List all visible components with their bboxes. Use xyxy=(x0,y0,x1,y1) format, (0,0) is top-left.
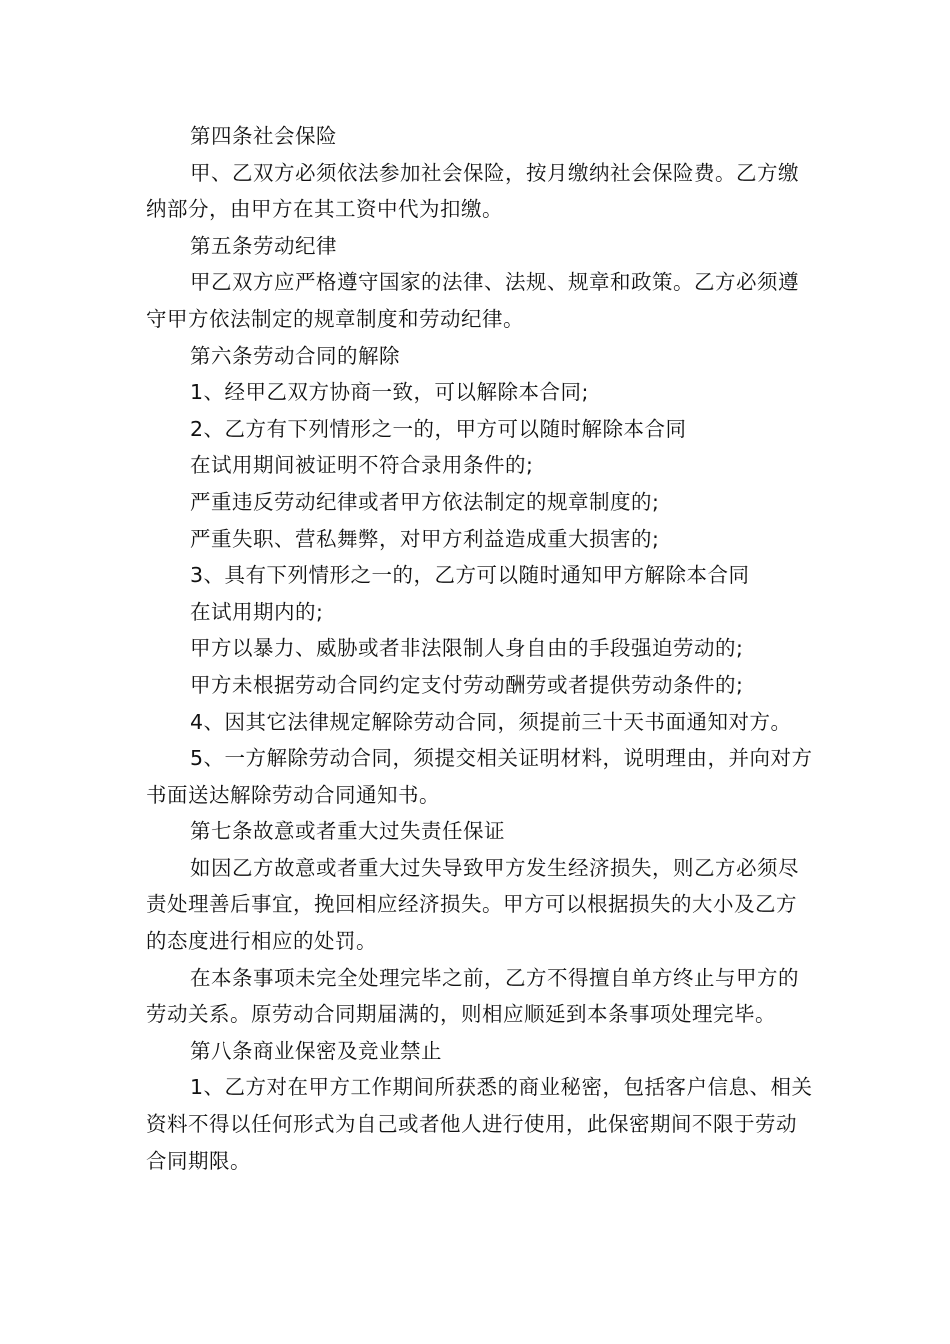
article-6-heading: 第六条劳动合同的解除 xyxy=(190,343,400,368)
article-6-item-4: 4、因其它法律规定解除劳动合同，须提前三十天书面通知对方。 xyxy=(190,709,792,734)
article-5-text: 甲乙双方应严格遵守国家的法律、法规、规章和政策。乙方必须遵守甲方依法制定的规章制度和劳动纪律。 xyxy=(146,270,799,331)
article-6-item-3-case-c: 甲方未根据劳动合同约定支付劳动酬劳或者提供劳动条件的; xyxy=(190,672,744,697)
article-6-item-3-case-a: 在试用期内的; xyxy=(190,599,324,624)
article-6-item-3-case-b: 甲方以暴力、威胁或者非法限制人身自由的手段强迫劳动的; xyxy=(190,636,744,661)
article-6-item-3: 3、具有下列情形之一的，乙方可以随时通知甲方解除本合同 xyxy=(190,563,750,588)
article-6-item-1: 1、经甲乙双方协商一致，可以解除本合同; xyxy=(190,380,589,405)
article-8-item-1: 1、乙方对在甲方工作期间所获悉的商业秘密，包括客户信息、相关资料不得以任何形式为自己或者他人进行使用，此保密期间不限于劳动合同期限。 xyxy=(146,1075,813,1173)
article-4-text: 甲、乙双方必须依法参加社会保险，按月缴纳社会保险费。乙方缴纳部分，由甲方在其工资中代为扣缴。 xyxy=(146,160,799,222)
article-7-text-1: 如因乙方故意或者重大过失导致甲方发生经济损失，则乙方必须尽责处理善后事宜，挽回相应经济损失。甲方可以根据损失的大小及乙方的态度进行相应的处罚。 xyxy=(146,855,799,954)
article-7-heading: 第七条故意或者重大过失责任保证 xyxy=(190,819,505,844)
article-6-item-2-case-b: 严重违反劳动纪律或者甲方依法制定的规章制度的; xyxy=(190,489,660,514)
article-5-heading: 第五条劳动纪律 xyxy=(190,233,337,258)
article-6-item-2-case-c: 严重失职、营私舞弊，对甲方利益造成重大损害的; xyxy=(190,526,660,551)
article-6-item-2: 2、乙方有下列情形之一的，甲方可以随时解除本合同 xyxy=(190,416,687,441)
document-body xyxy=(146,118,816,1179)
article-6-item-2-case-a: 在试用期间被证明不符合录用条件的; xyxy=(190,453,534,478)
article-8-heading: 第八条商业保密及竞业禁止 xyxy=(190,1038,442,1063)
article-4-heading: 第四条社会保险 xyxy=(190,124,337,148)
article-6-item-5: 5、一方解除劳动合同，须提交相关证明材料，说明理由，并向对方书面送达解除劳动合同通知书。 xyxy=(146,746,813,807)
article-7-text-2: 在本条事项未完全处理完毕之前，乙方不得擅自单方终止与甲方的劳动关系。原劳动合同期届满的，则相应顺延到本条事项处理完毕。 xyxy=(146,965,799,1027)
